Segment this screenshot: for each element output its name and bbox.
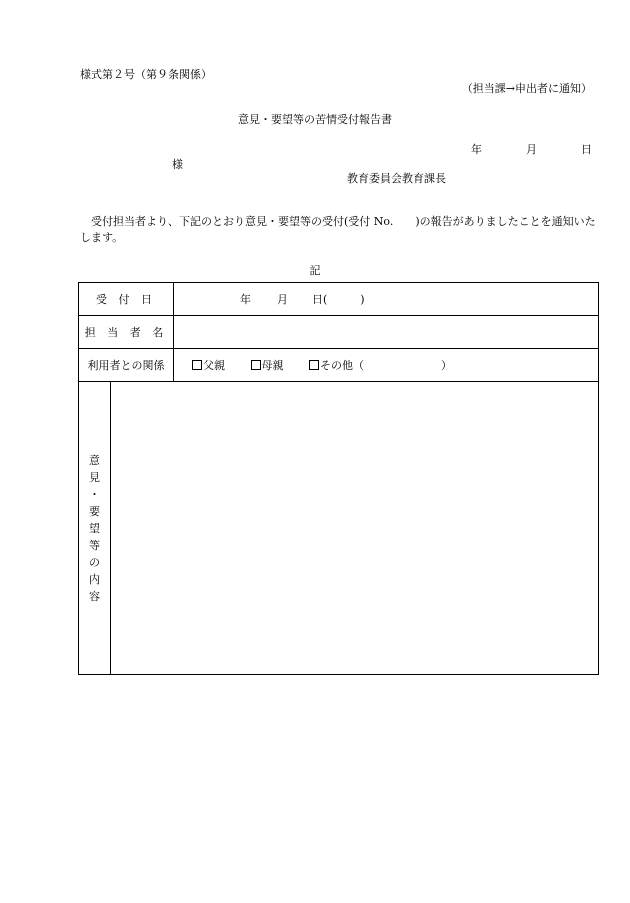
content-label: 意 見 ・ 要 望 等 の 内 容 xyxy=(79,382,111,674)
relation-option-other[interactable]: その他（ ） xyxy=(309,357,452,373)
content-row xyxy=(79,382,599,675)
relation-options xyxy=(174,349,599,382)
reception-year: 年 xyxy=(240,293,251,306)
report-table xyxy=(78,282,599,675)
issue-date-line xyxy=(471,141,592,157)
addressee-suffix: 様 xyxy=(172,158,183,171)
routing-note: （担当課→申出者に通知） xyxy=(461,82,592,95)
month-label: 月 xyxy=(526,143,537,156)
content-text-area[interactable] xyxy=(111,382,598,674)
reception-day: 日( ) xyxy=(312,293,365,306)
relation-option-mother[interactable]: 母親 xyxy=(251,357,284,373)
content-cell xyxy=(79,382,599,675)
day-label: 日 xyxy=(581,143,592,156)
reception-month: 月 xyxy=(277,293,288,306)
staff-row xyxy=(79,316,599,349)
form-number: 様式第２号（第９条関係） xyxy=(80,68,212,81)
document-title: 意見・要望等の苦情受付報告書 xyxy=(238,113,392,126)
checkbox-icon[interactable] xyxy=(192,360,202,370)
checkbox-icon[interactable] xyxy=(309,360,319,370)
reception-date-row xyxy=(79,283,599,316)
relation-row xyxy=(79,349,599,382)
checkbox-icon[interactable] xyxy=(251,360,261,370)
relation-label: 利用者との関係 xyxy=(79,349,174,382)
reception-date-label: 受 付 日 xyxy=(79,283,174,316)
ki-heading: 記 xyxy=(309,264,321,277)
relation-option-father[interactable]: 父親 xyxy=(192,357,225,373)
reception-date-field[interactable] xyxy=(174,283,599,316)
staff-name-field[interactable] xyxy=(174,316,599,349)
year-label: 年 xyxy=(471,143,482,156)
sender-name: 教育委員会教育課長 xyxy=(347,172,446,185)
notice-body-text: 受付担当者より、下記のとおり意見・要望等の受付(受付 No. )の報告がありましたことを通知いたします。 xyxy=(80,215,596,244)
staff-name-label: 担 当 者 名 xyxy=(79,316,174,349)
